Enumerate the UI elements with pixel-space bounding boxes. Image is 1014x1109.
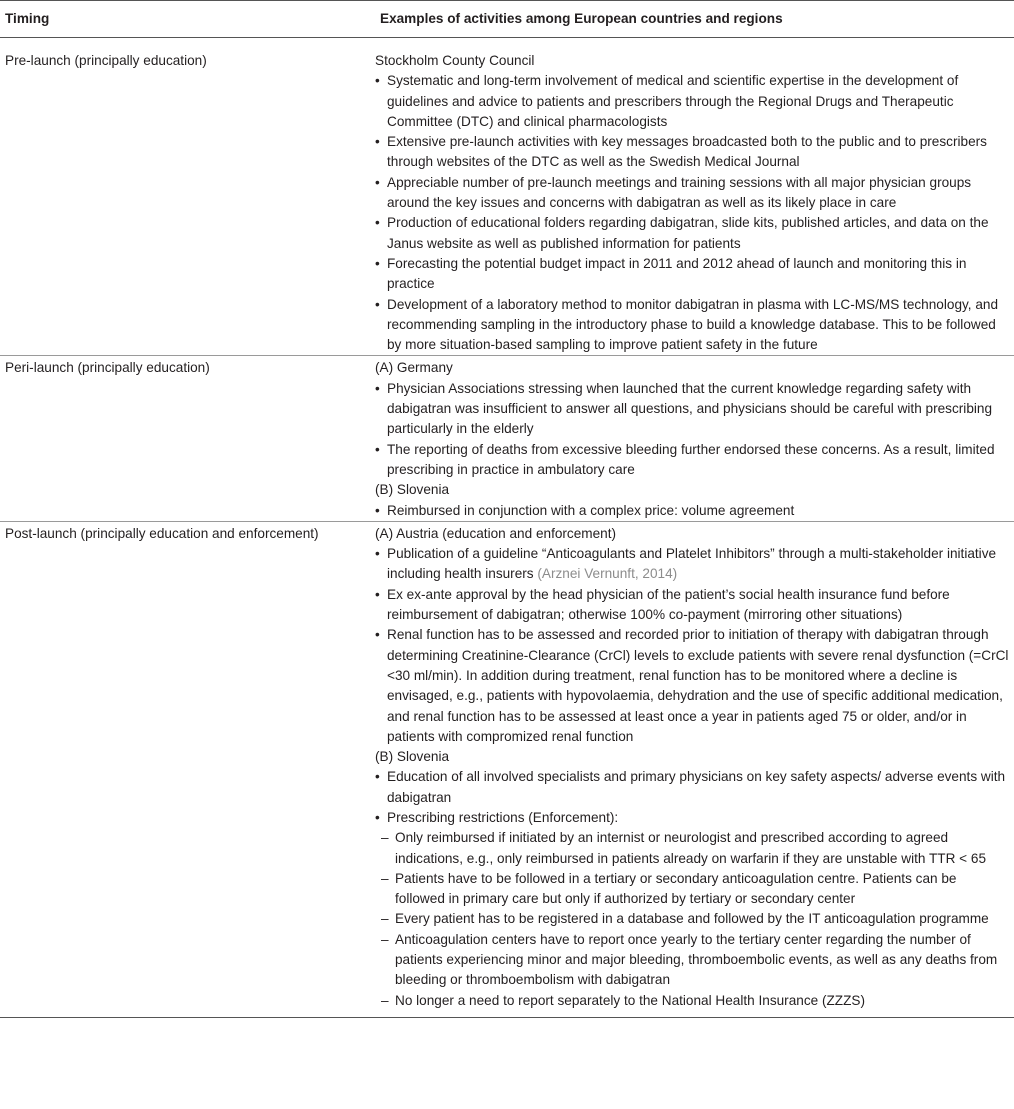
bullet-marker: • [375,296,380,312]
bullet-marker: • [375,546,380,562]
item-text-body: Publication of a guideline “Anticoagulants and Platelet Inhibitors” through a multi-stakeholder initiative including health insurers [387,546,997,582]
item-text [395,991,1009,1011]
section-heading: (A) Austria (education and enforcement) [375,525,617,541]
item-text-body: Production of educational folders regarding dabigatran, slide kits, published articles, and data on the Janus website as well as published information for patients [387,215,989,251]
bullet-marker: • [375,769,380,785]
bullet-item [375,625,1009,747]
bullet-item [375,808,1009,828]
bullet-item [375,213,1009,254]
item-text [387,440,1009,481]
bullet-item [375,440,1009,481]
timing-cell: Post-launch (principally education and enforcement) [5,525,319,541]
bullet-marker: • [375,134,380,150]
examples-cell [375,524,1009,1011]
bullet-item [375,767,1009,808]
dash-item [375,909,1009,929]
item-text [387,71,1009,132]
item-text-body: Every patient has to be registered in a database and followed by the IT anticoagulation programme [395,911,989,927]
bullet-item [375,501,1009,521]
dash-marker: – [381,870,389,886]
bullet-marker: • [375,174,380,190]
item-text [387,767,1009,808]
dash-marker: – [381,911,389,927]
item-text-body: Renal function has to be assessed and recorded prior to initiation of therapy with dabigatran through determining Creatinine-Clearance (CrCl) levels to exclude patients with severe renal dysfunction (=CrCl <30 ml/min). In addition during treatment, renal function has to be monitored where a decline is envisaged, e.g., patients with hypovolaemia, dehydration and the use of specific additional medication, and renal function has to be assessed at least once a year in patients aged 75 or older, and/or in patients with compromized renal function [387,627,1009,744]
item-text-body: Prescribing restrictions (Enforcement): [387,809,619,825]
item-text [395,909,1009,929]
item-text-body: The reporting of deaths from excessive bleeding further endorsed these concerns. As a result, limited prescribing in practice in ambulatory care [387,441,995,477]
item-text [395,828,1009,869]
dash-item [375,869,1009,910]
bullet-item [375,379,1009,440]
examples-cell [375,51,1009,355]
section-heading: (A) Germany [375,360,453,376]
item-text-body: Forecasting the potential budget impact in 2011 and 2012 ahead of launch and monitoring this in practice [387,255,967,292]
bullet-item [375,254,1009,295]
item-text-body: Physician Associations stressing when launched that the current knowledge regarding safety with dabigatran was insufficient to answer all questions, and physicians should be careful with prescribing particularly in the elderly [387,380,993,437]
item-text-body: Development of a laboratory method to monitor dabigatran in plasma with LC-MS/MS technology, and recommending sampling in the introductory phase to build a knowledge database. This to be followed by more situation-based sampling to improve patient safety in the future [387,296,999,353]
item-text [387,173,1009,214]
bullet-item [375,544,1009,585]
table-row [0,38,1014,355]
item-text-body: Extensive pre-launch activities with key messages broadcasted both to the public and to prescribers through websites of the DTC as well as the Swedish Medical Journal [387,134,987,170]
item-text [387,501,1009,521]
item-text-body: Systematic and long-term involvement of medical and scientific expertise in the development of guidelines and advice to patients and prescribers through the Regional Drugs and Therapeutic Committee (DTC) and clinical pharmacologists [387,73,959,129]
item-text-body: Patients have to be followed in a tertiary or secondary anticoagulation centre. Patients can be followed in primary care but only if authorized by tertiary or secondary center [395,870,957,907]
bullet-marker: • [375,502,380,518]
item-text-body: Education of all involved specialists and primary physicians on key safety aspects/ adverse events with dabigatran [387,769,1006,805]
item-text [387,132,1009,173]
bullet-marker: • [375,586,380,602]
item-text-body: Ex ex-ante approval by the head physician of the patient’s social health insurance fund before reimbursement of dabigatran; otherwise 100% co-payment (mirroring other situations) [387,586,950,623]
dash-marker: – [381,931,389,947]
item-text [387,808,1009,828]
item-text [387,379,1009,440]
section-heading: Stockholm County Council [375,53,535,68]
bullet-item [375,132,1009,173]
item-text [387,213,1009,254]
timing-cell: Peri-launch (principally education) [5,360,210,376]
examples-cell [375,358,1009,520]
bullet-item [375,585,1009,626]
item-text [387,544,1009,585]
bullet-item [375,71,1009,132]
item-text [387,295,1009,356]
bullet-marker: • [375,627,380,643]
item-text [387,585,1009,626]
bullet-marker: • [375,441,380,457]
bullet-marker: • [375,255,380,271]
bullet-marker: • [375,215,380,231]
item-text [395,869,1009,910]
item-text-body: Reimbursed in conjunction with a complex price: volume agreement [387,502,795,518]
table-header [0,0,1014,38]
citation-link[interactable]: (Arznei Vernunft, 2014) [537,566,678,582]
table-row [0,355,1014,520]
bullet-marker: • [375,380,380,396]
item-text-body: Anticoagulation centers have to report once yearly to the tertiary center regarding the number of patients experiencing minor and major bleeding, thromboembolic events, as well as any deaths from bleeding or thromboembolism with dabigatran [395,931,998,988]
section-heading: (B) Slovenia [375,749,450,765]
bullet-item [375,295,1009,356]
item-text [395,930,1009,991]
timing-cell: Pre-launch (principally education) [5,53,207,68]
item-text-body: No longer a need to report separately to the National Health Insurance (ZZZS) [395,992,865,1008]
table-row [0,521,1014,1018]
bullet-marker: • [375,73,380,89]
dash-item [375,828,1009,869]
bullet-item [375,173,1009,214]
dash-marker: – [381,992,389,1008]
dash-item [375,930,1009,991]
item-text-body: Appreciable number of pre-launch meetings and training sessions with all major physician groups around the key issues and concerns with dabigatran as well as its likely place in care [387,174,972,211]
item-text [387,254,1009,295]
section-heading: (B) Slovenia [375,482,450,498]
header-timing: Timing [5,10,50,26]
dash-item [375,991,1009,1011]
dash-marker: – [381,830,389,846]
bullet-marker: • [375,809,380,825]
item-text [387,625,1009,747]
header-examples: Examples of activities among European countries and regions [380,10,783,26]
item-text-body: Only reimbursed if initiated by an internist or neurologist and prescribed according to agreed indications, e.g., only reimbursed in patients already on warfarin if they are unstable with TTR < 65 [395,830,987,866]
